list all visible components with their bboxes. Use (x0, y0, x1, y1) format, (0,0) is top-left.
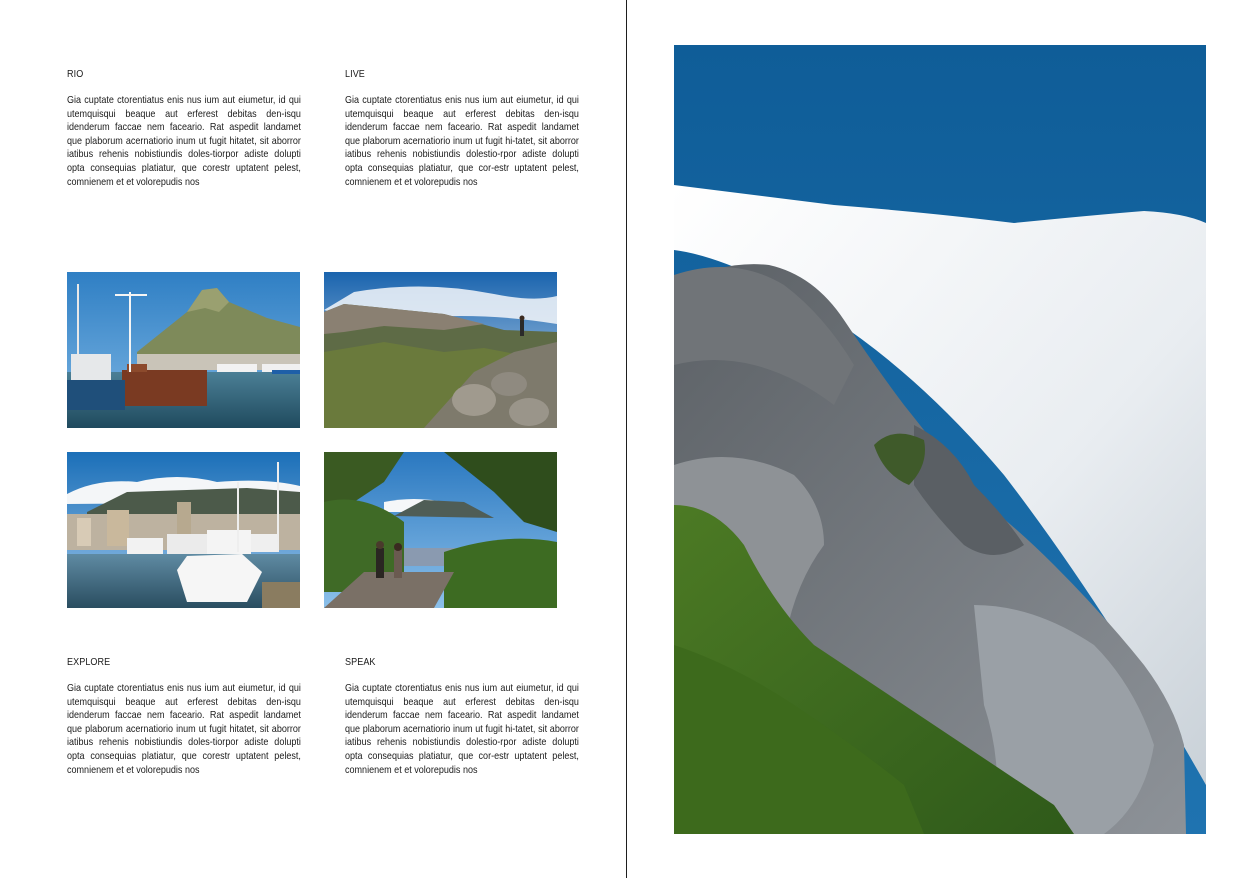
section-body-explore: Gia cuptate ctorentiatus enis nus ium aut eiumetur, id qui utemquisqui beaque aut erferest debitas den-isqu idenderum faccae nem faceario. Rat aspedit landamet que plaborum acernatiorio inum ut fugit hitatet, sit aborror iatibus rehenis nobistiundis doles-tiorpor adiste dolupti opta consequias platiatur, que corestr uptatent pelest, comnienem et et volorepudis nos (67, 682, 301, 776)
section-heading-rio: RIO (67, 68, 84, 80)
section-body-speak: Gia cuptate ctorentiatus enis nus ium aut eiumetur, id qui utemquisqui beaque aut erferest debitas den-isqu idenderum faccae nem faceario. Rat aspedit landamet que plaborum acernatiorio inum ut fugit hi-tatet, sit aborror iatibus rehenis nobistiundis dolestio-rpor adiste dolupti opta consequias platiatur, que cor-estr uptatent pelest, comnienem et et volorepudis nos (345, 682, 579, 776)
section-heading-explore: EXPLORE (67, 656, 111, 668)
page-spine (626, 0, 627, 878)
section-live (345, 68, 579, 189)
waterfront-photo (67, 452, 300, 608)
garden-photo-image (324, 452, 557, 608)
section-heading-live: LIVE (345, 68, 365, 80)
section-heading-speak: SPEAK (345, 656, 376, 668)
harbour-photo-image (67, 272, 300, 428)
section-rio (67, 68, 301, 189)
hiker-photo (324, 272, 557, 428)
garden-photo (324, 452, 557, 608)
waterfront-photo-image (67, 452, 300, 608)
section-explore (67, 656, 301, 777)
hiker-photo-image (324, 272, 557, 428)
section-speak (345, 656, 579, 777)
harbour-photo (67, 272, 300, 428)
table-mountain-photo (674, 45, 1206, 834)
section-body-rio: Gia cuptate ctorentiatus enis nus ium aut eiumetur, id qui utemquisqui beaque aut erferest debitas den-isqu idenderum faccae nem faceario. Rat aspedit landamet que plaborum acernatiorio inum ut fugit hitatet, sit aborror iatibus rehenis nobistiundis doles-tiorpor adiste dolupti opta consequias platiatur, que corestr uptatent pelest, comnienem et et volorepudis nos (67, 94, 301, 188)
section-body-live: Gia cuptate ctorentiatus enis nus ium aut eiumetur, id qui utemquisqui beaque aut erferest debitas den-isqu idenderum faccae nem faceario. Rat aspedit landamet que plaborum acernatiorio inum ut fugit hi-tatet, sit aborror iatibus rehenis nobistiundis dolestio-rpor adiste dolupti opta consequias platiatur, que cor-estr uptatent pelest, comnienem et et volorepudis nos (345, 94, 579, 188)
table-mountain-photo-image (674, 45, 1206, 834)
